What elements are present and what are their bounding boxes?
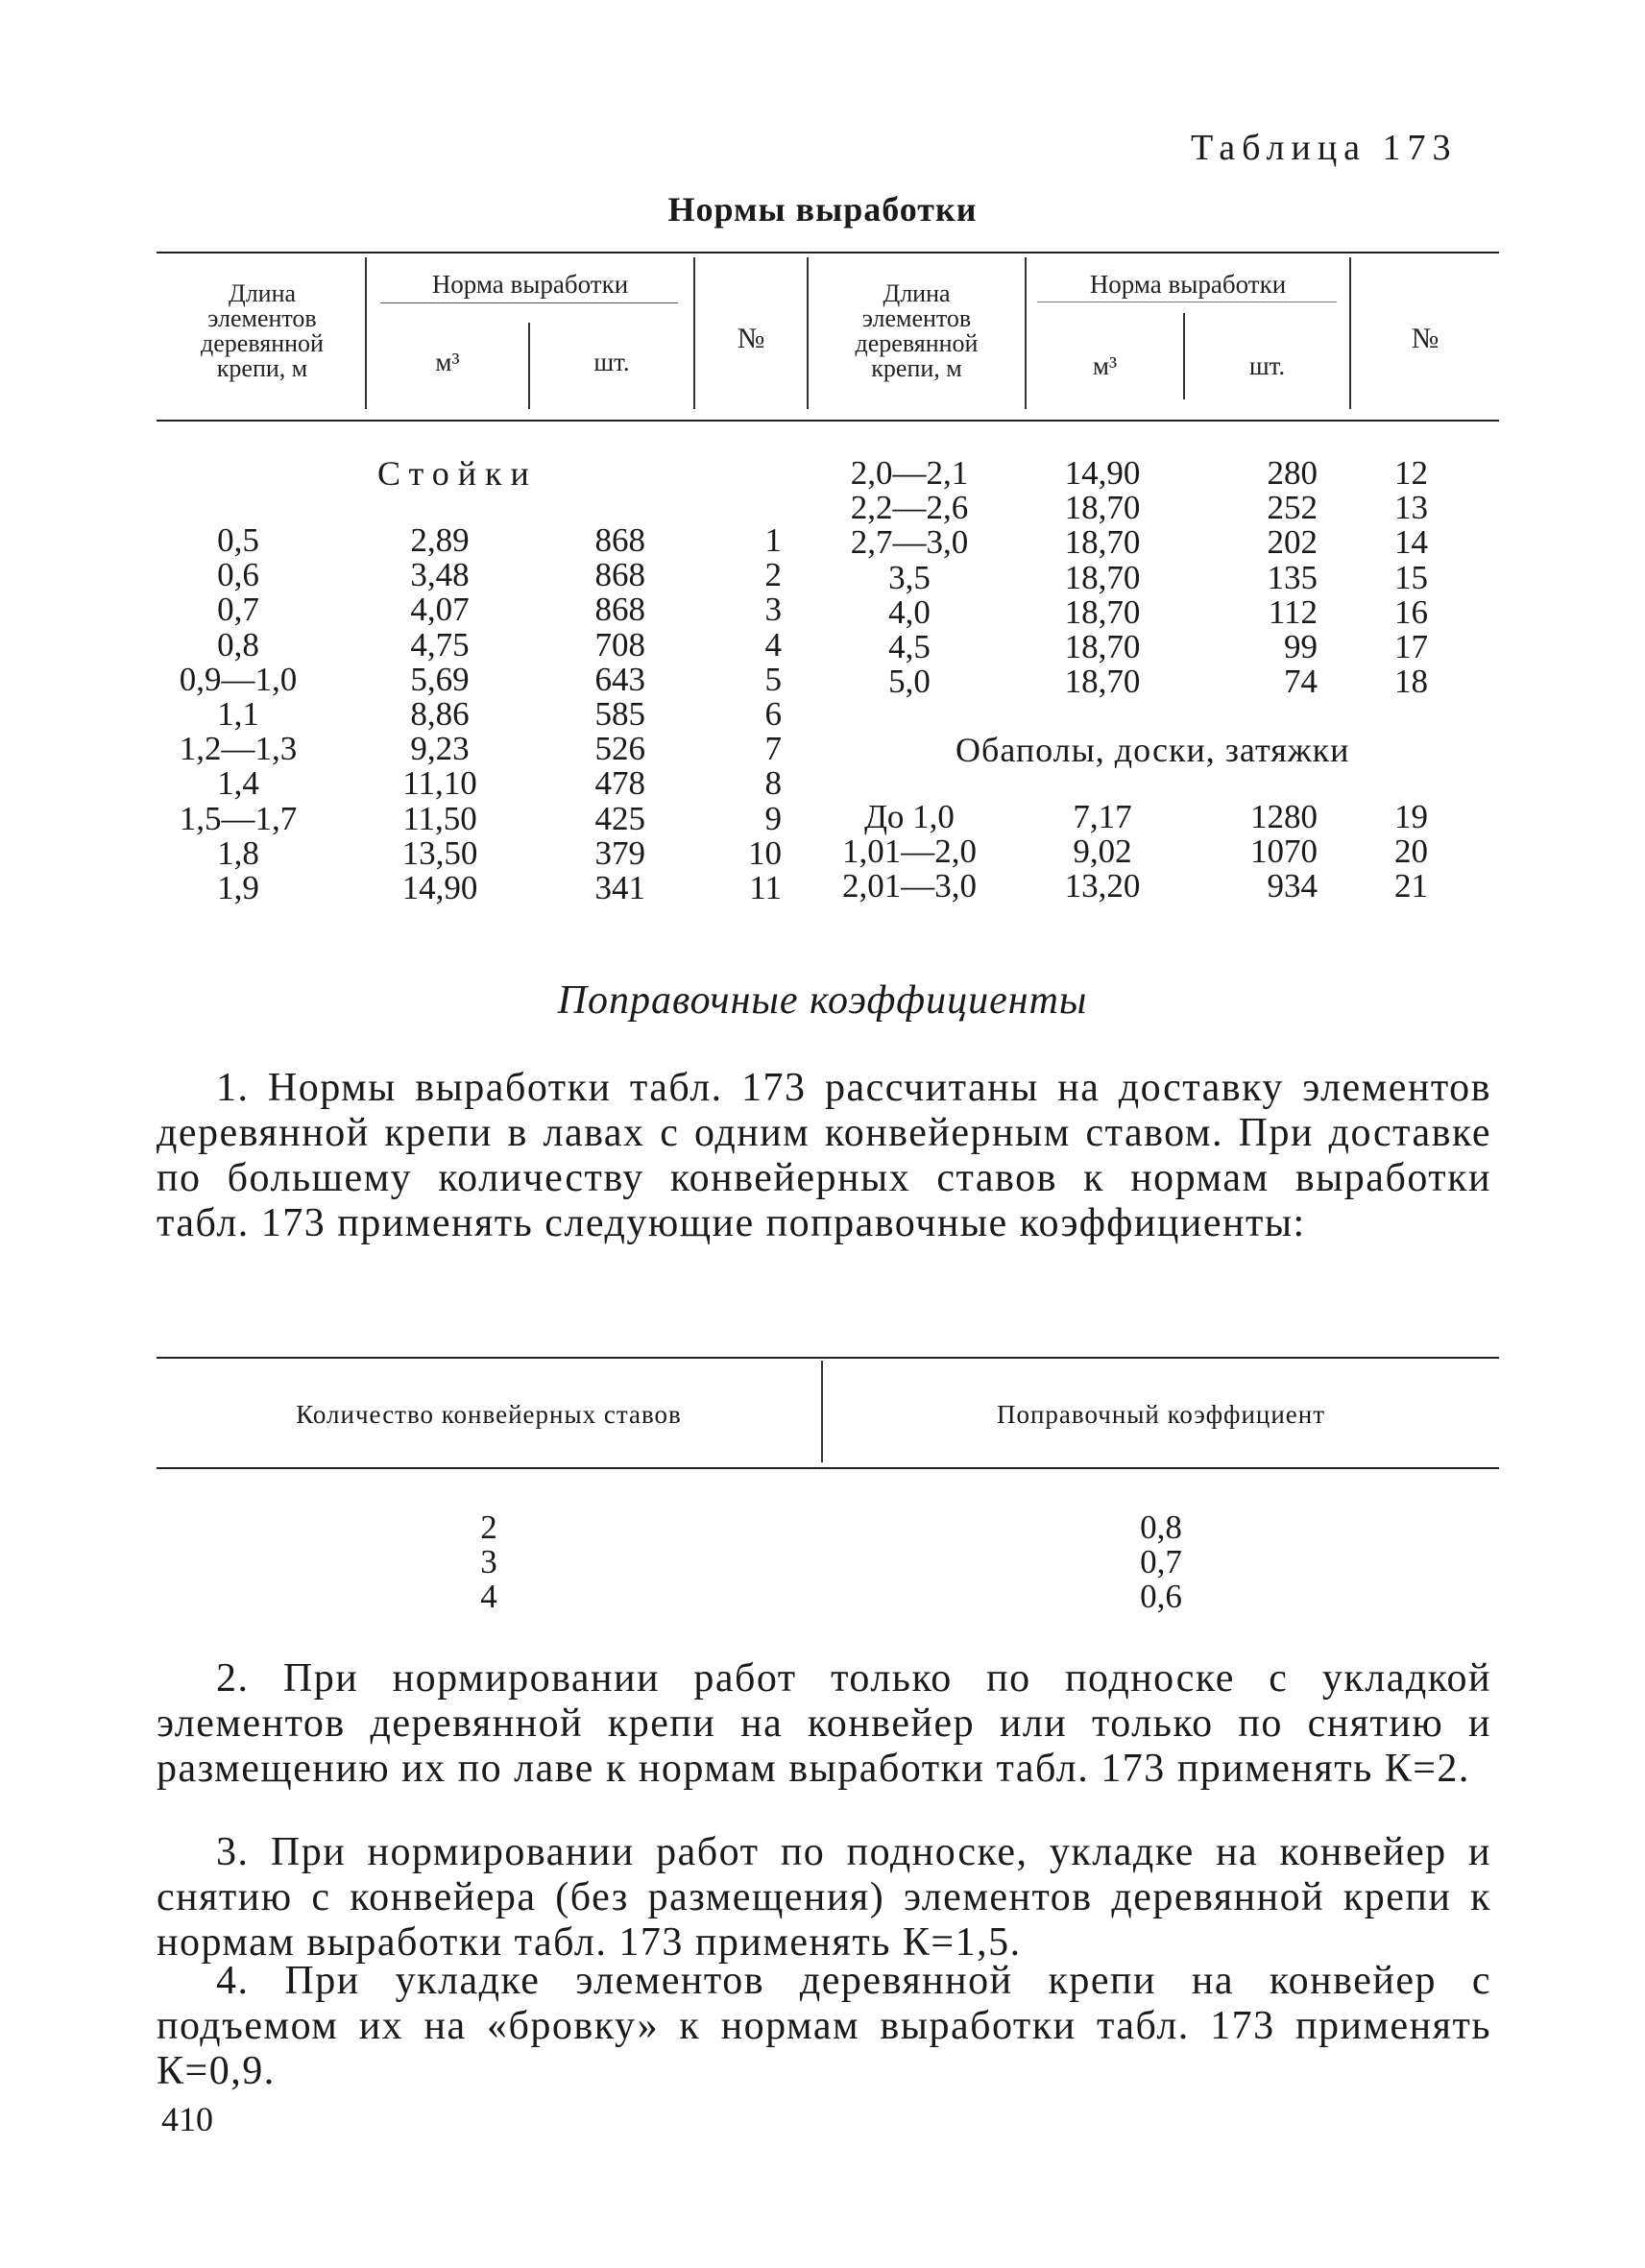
cell-m3: 18,70 — [1064, 559, 1141, 596]
cell-m3: 7,17 — [1073, 798, 1132, 835]
cell-num: 12 — [1394, 454, 1428, 492]
cell-num: 18 — [1394, 663, 1428, 700]
coef-cell-count: 2 — [480, 1508, 497, 1546]
cell-num: 6 — [764, 695, 782, 733]
cell-length: 5,0 — [888, 663, 931, 700]
coef-cell-count: 3 — [480, 1543, 497, 1580]
cell-num: 4 — [764, 626, 782, 664]
cell-m3: 18,70 — [1064, 489, 1141, 526]
cell-m3: 18,70 — [1064, 663, 1141, 700]
cell-length: 2,01—3,0 — [842, 867, 977, 905]
header-length-line: Длина — [883, 279, 951, 307]
cell-pcs: 202 — [1267, 523, 1318, 561]
cell-num: 17 — [1394, 628, 1428, 665]
header-pcs-right: шт. — [1248, 351, 1286, 380]
cell-m3: 14,90 — [1064, 454, 1141, 492]
cell-pcs: 708 — [594, 626, 645, 664]
header-num-left: № — [737, 323, 765, 354]
cell-m3: 13,50 — [401, 834, 478, 872]
header-pcs-left: шт. — [593, 348, 630, 376]
subtitle: Поправочные коэффициенты — [557, 978, 1088, 1023]
cell-num: 11 — [749, 869, 782, 906]
header-length-line: Длина — [228, 279, 297, 307]
coef-cell-value: 0,7 — [1140, 1543, 1182, 1580]
cell-length: 4,0 — [888, 593, 931, 631]
coef-header-count: Количество конвейерных ставов — [296, 1400, 682, 1429]
cell-pcs: 99 — [1284, 628, 1318, 665]
cell-m3: 9,02 — [1073, 832, 1132, 870]
coef-header-rule — [157, 1467, 1499, 1469]
cell-length: До 1,0 — [864, 798, 955, 835]
cell-num: 5 — [764, 661, 782, 698]
cell-length: 1,8 — [217, 834, 259, 872]
cell-pcs: 478 — [594, 764, 645, 802]
paragraph-3 — [157, 1830, 1491, 1966]
header-norm-left: Норма выработки — [431, 270, 629, 299]
cell-pcs: 135 — [1267, 559, 1318, 596]
cell-length: 1,4 — [217, 764, 259, 802]
coef-top-rule — [157, 1357, 1499, 1359]
paragraph-1 — [157, 1066, 1491, 1246]
cell-length: 1,5—1,7 — [179, 800, 298, 837]
cell-num: 7 — [764, 730, 782, 767]
header-length-line: крепи, м — [871, 354, 962, 382]
coef-header-coef: Поправочный коэффициент — [996, 1400, 1326, 1429]
cell-m3: 11,50 — [402, 800, 477, 837]
cell-length: 0,5 — [217, 521, 259, 559]
norm-underline — [380, 302, 678, 303]
header-m3-right: м³ — [1092, 351, 1118, 380]
cell-pcs: 252 — [1267, 489, 1318, 526]
paragraph-4-text: 4. При укладке элементов деревянной крепи на конвейер с подъемом их на «бровку» к нормам выработки табл. 173 применять К=0,9. — [157, 1959, 1491, 2093]
header-length-right — [809, 281, 1025, 381]
cell-num: 20 — [1394, 832, 1428, 870]
paragraph-2 — [157, 1656, 1491, 1792]
cell-num: 1 — [764, 521, 782, 559]
paragraph-3-text: 3. При нормировании работ по подноске, укладке на конвейер и снятию с конвейера (без размещения) элементов деревянной крепи к нормам выработки табл. 173 применять К=1,5. — [157, 1830, 1491, 1965]
table-label: Таблица 173 — [1191, 128, 1458, 168]
cell-m3: 14,90 — [401, 869, 478, 906]
header-length-line: крепи, м — [216, 354, 308, 382]
header-length-left — [161, 281, 363, 381]
coef-cell-value: 0,8 — [1140, 1508, 1182, 1546]
section-stoyki: Стойки — [377, 454, 538, 493]
page-number: 410 — [161, 2100, 213, 2138]
cell-pcs: 1280 — [1250, 798, 1318, 835]
section-obapoly: Обаполы, доски, затяжки — [956, 731, 1350, 769]
cell-length: 0,8 — [217, 626, 259, 664]
cell-length: 1,2—1,3 — [179, 730, 298, 767]
cell-length: 1,01—2,0 — [842, 832, 977, 870]
header-length-line: элементов — [861, 304, 972, 332]
cell-num: 10 — [748, 834, 782, 872]
cell-pcs: 425 — [594, 800, 645, 837]
cell-m3: 18,70 — [1064, 523, 1141, 561]
cell-pcs: 868 — [594, 556, 645, 593]
cell-length: 1,9 — [217, 869, 259, 906]
cell-length: 0,6 — [217, 556, 259, 593]
cell-num: 21 — [1394, 867, 1428, 905]
table-title: Нормы выработки — [667, 190, 978, 229]
cell-num: 15 — [1394, 559, 1428, 596]
cell-num: 19 — [1394, 798, 1428, 835]
cell-pcs: 74 — [1284, 663, 1318, 700]
cell-pcs: 643 — [594, 661, 645, 698]
cell-m3: 4,75 — [410, 626, 470, 664]
table-top-rule — [157, 252, 1499, 253]
cell-pcs: 1070 — [1250, 832, 1318, 870]
paragraph-4 — [157, 1959, 1491, 2094]
cell-m3: 11,10 — [402, 764, 477, 802]
cell-length: 2,0—2,1 — [850, 454, 969, 492]
cell-length: 1,1 — [217, 695, 259, 733]
cell-num: 16 — [1394, 593, 1428, 631]
cell-pcs: 280 — [1267, 454, 1318, 492]
header-length-line: элементов — [207, 304, 317, 332]
cell-pcs: 112 — [1268, 593, 1318, 631]
cell-num: 8 — [764, 764, 782, 802]
cell-m3: 9,23 — [410, 730, 470, 767]
paragraph-1-text: 1. Нормы выработки табл. 173 рассчитаны на доставку элементов деревянной крепи в лавах с одним конвейерным ставом. При доставке по большему количеству конвейерных ставов к нормам выработки табл. 173 применять следующие поправочные коэффициенты: — [157, 1066, 1491, 1245]
cell-num: 9 — [764, 800, 782, 837]
paragraph-2-text: 2. При нормировании работ только по подноске с укладкой элементов деревянной крепи на конвейер или только по снятию и размещению их по лаве к нормам выработки табл. 173 применять К=2. — [157, 1656, 1491, 1791]
cell-num: 3 — [764, 591, 782, 628]
header-m3-left: м³ — [435, 348, 460, 376]
cell-pcs: 934 — [1267, 867, 1318, 905]
header-length-line: деревянной — [201, 329, 324, 357]
cell-length: 2,2—2,6 — [850, 489, 969, 526]
cell-num: 14 — [1394, 523, 1428, 561]
table-header-rule — [157, 420, 1499, 422]
cell-pcs: 868 — [594, 521, 645, 559]
cell-m3: 5,69 — [410, 661, 470, 698]
cell-pcs: 379 — [594, 834, 645, 872]
cell-pcs: 526 — [594, 730, 645, 767]
cell-length: 0,9—1,0 — [179, 661, 298, 698]
cell-length: 2,7—3,0 — [850, 523, 969, 561]
cell-m3: 2,89 — [410, 521, 470, 559]
coef-cell-count: 4 — [480, 1578, 497, 1615]
cell-length: 0,7 — [217, 591, 259, 628]
cell-length: 4,5 — [888, 628, 931, 665]
cell-num: 2 — [764, 556, 782, 593]
cell-m3: 13,20 — [1064, 867, 1141, 905]
cell-m3: 18,70 — [1064, 593, 1141, 631]
coef-cell-value: 0,6 — [1140, 1578, 1182, 1615]
cell-pcs: 585 — [594, 695, 645, 733]
cell-pcs: 868 — [594, 591, 645, 628]
cell-num: 13 — [1394, 489, 1428, 526]
header-norm-right: Норма выработки — [1089, 270, 1287, 299]
cell-length: 3,5 — [888, 559, 931, 596]
cell-m3: 3,48 — [410, 556, 470, 593]
cell-m3: 8,86 — [410, 695, 470, 733]
cell-m3: 4,07 — [410, 591, 470, 628]
cell-pcs: 341 — [594, 869, 645, 906]
header-num-right: № — [1411, 323, 1439, 354]
cell-m3: 18,70 — [1064, 628, 1141, 665]
header-length-line: деревянной — [855, 329, 979, 357]
